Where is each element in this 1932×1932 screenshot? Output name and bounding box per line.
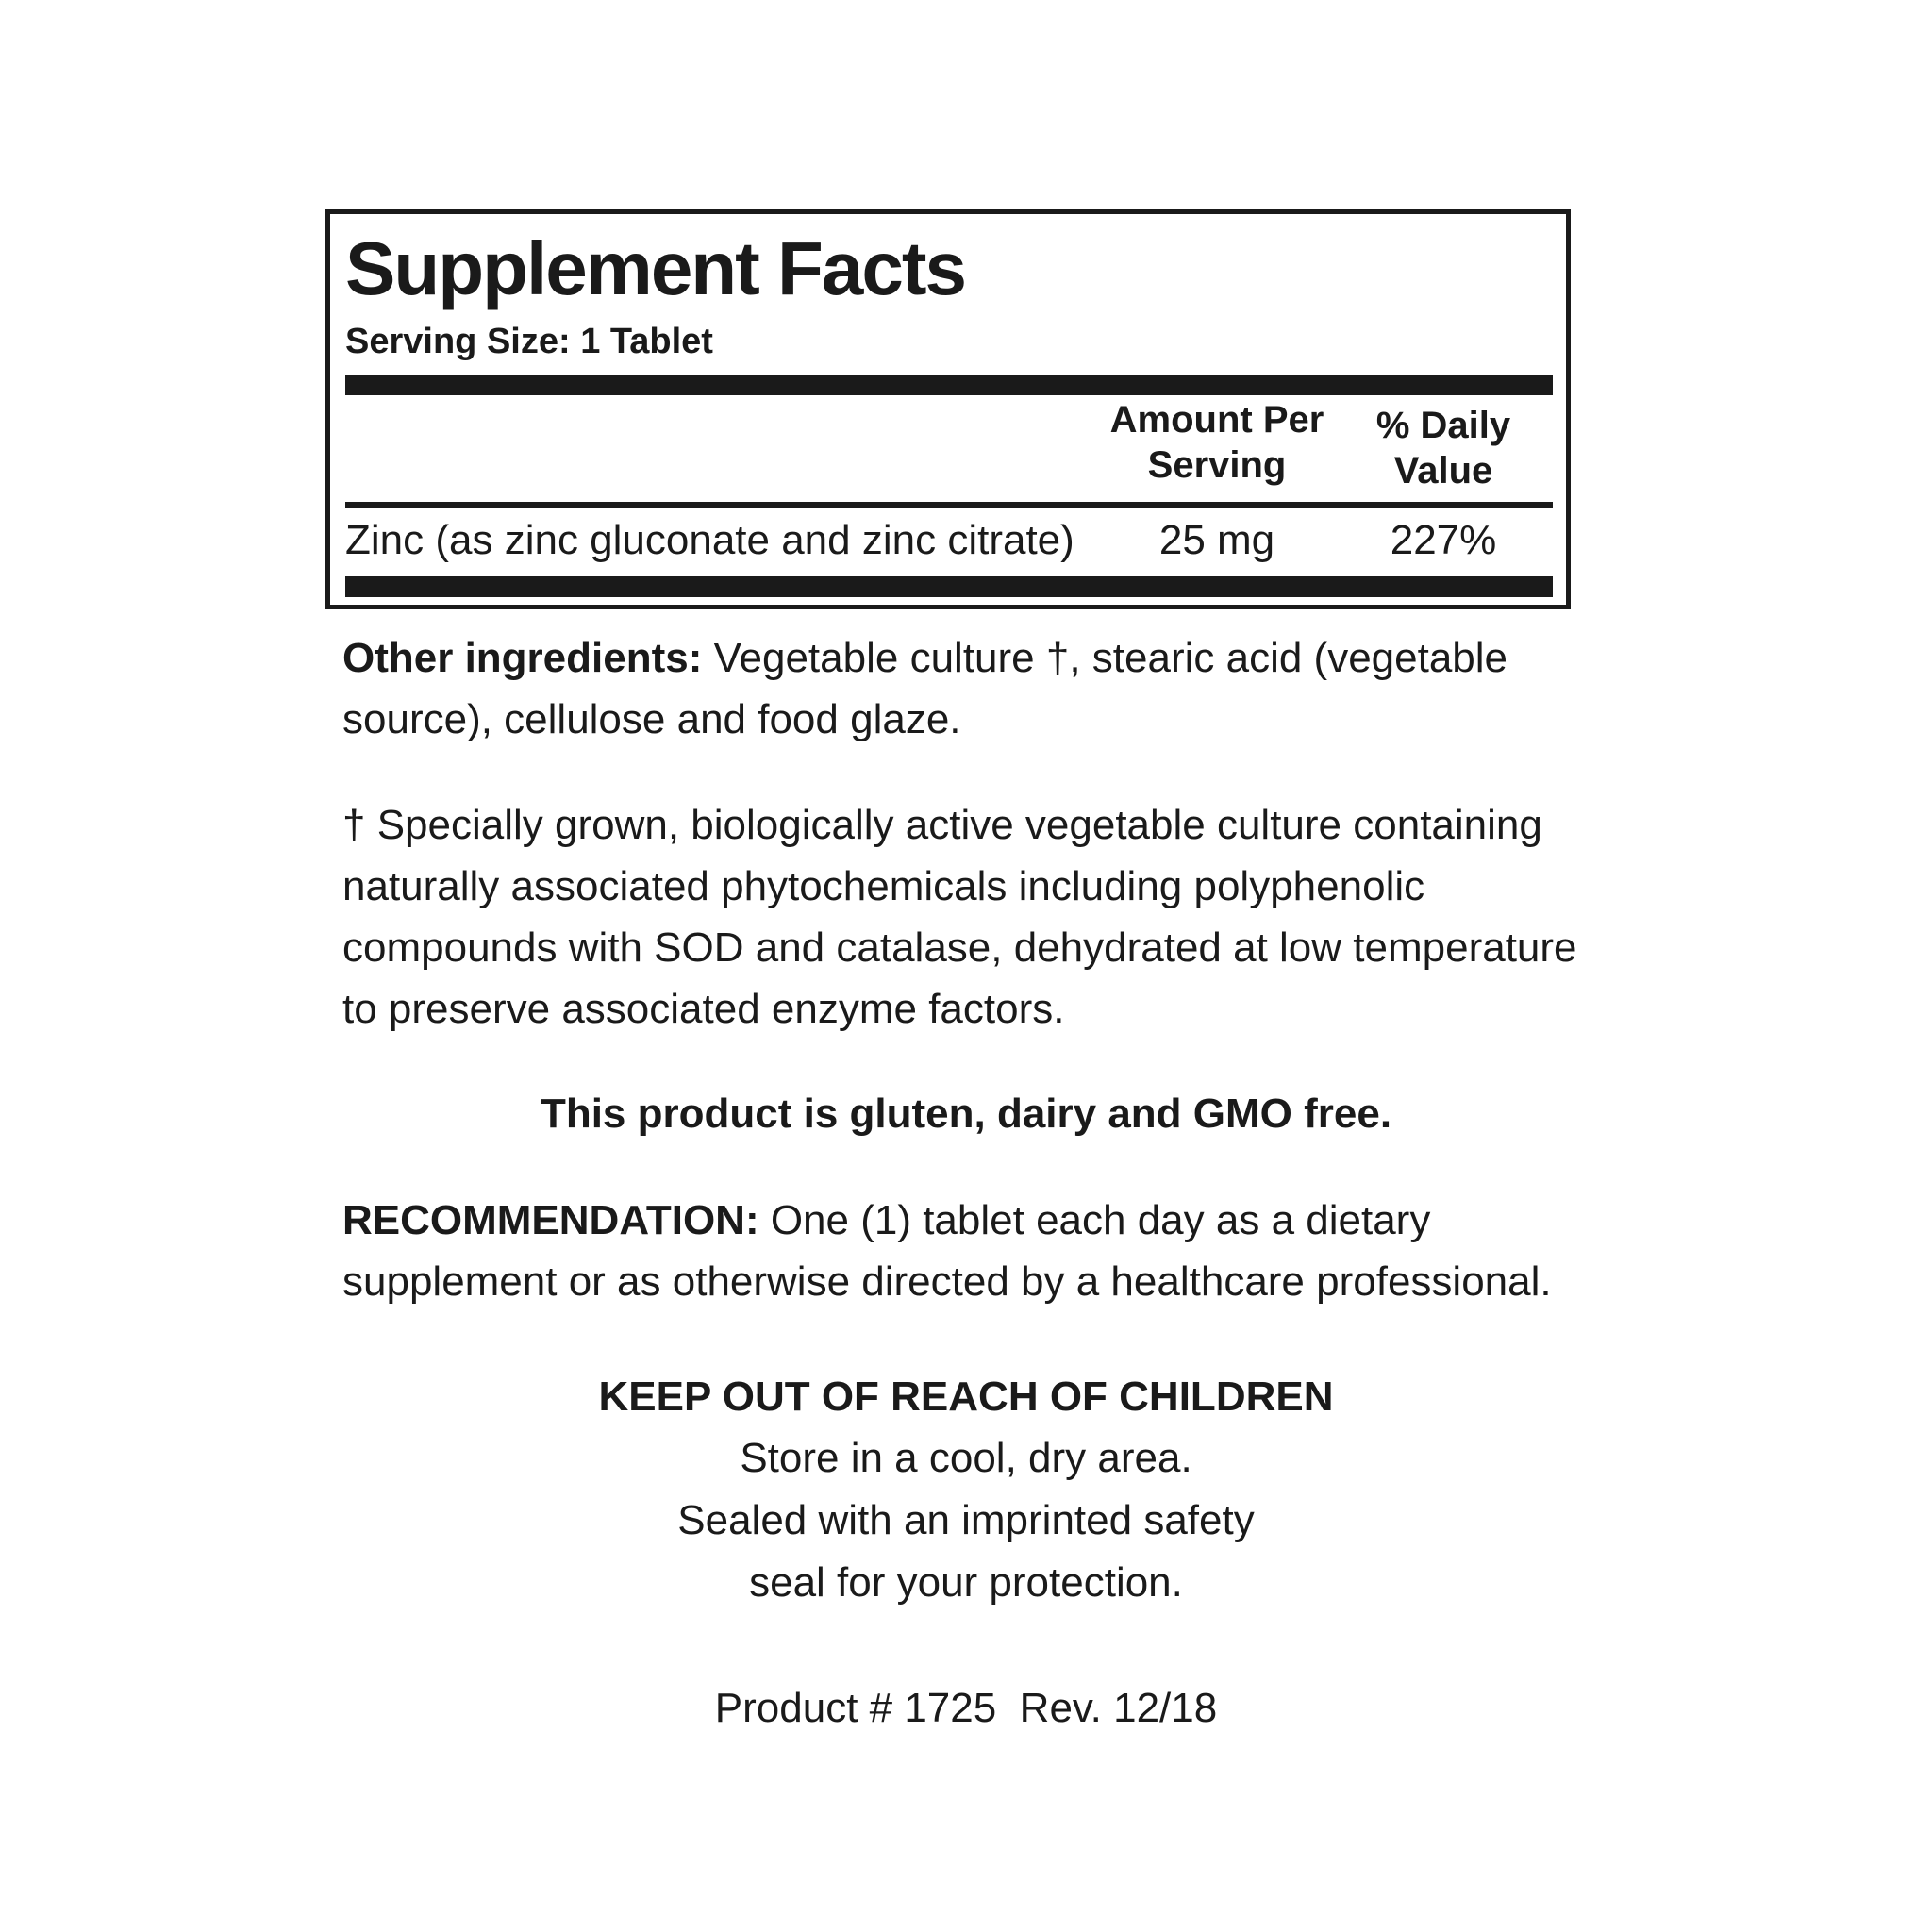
amount-header-line1: Amount Per <box>1109 399 1324 441</box>
recommendation-text: One (1) tablet each day as a dietary supplement or as otherwise directed by a healthcare professional. <box>342 1197 1552 1305</box>
daily-header-line2: Value <box>1393 450 1493 491</box>
other-ingredients <box>342 627 1607 750</box>
free-from-statement: This product is gluten, dairy and GMO free. <box>540 1091 1392 1137</box>
other-ingredients-label: Other ingredients: <box>342 635 703 681</box>
facts-title: Supplement Facts <box>345 226 966 310</box>
top-thick-divider <box>345 375 1553 395</box>
recommendation-label: RECOMMENDATION: <box>342 1197 759 1243</box>
keep-out-warning: KEEP OUT OF REACH OF CHILDREN <box>598 1374 1334 1420</box>
storage-instruction: Store in a cool, dry area. <box>740 1435 1192 1481</box>
supplement-facts-panel <box>325 209 1571 609</box>
recommendation <box>342 1190 1607 1312</box>
seal-notice-line2: seal for your protection. <box>749 1559 1183 1606</box>
daily-value-header <box>1349 403 1538 493</box>
amount-header-line2: Serving <box>1147 444 1287 486</box>
nutrient-daily-value: 227% <box>1390 517 1497 563</box>
serving-size: Serving Size: 1 Tablet <box>345 322 713 361</box>
header-divider <box>345 502 1553 508</box>
nutrient-name: Zinc (as zinc gluconate and zinc citrate) <box>345 517 1074 563</box>
bottom-thick-divider <box>345 576 1553 597</box>
product-number: Product # 1725 Rev. 12/18 <box>714 1685 1218 1731</box>
amount-per-serving-header <box>1104 397 1330 488</box>
vegetable-culture-footnote: † Specially grown, biologically active vegetable culture containing naturally associated phytochemicals including polyphenolic compounds with SOD and catalase, dehydrated at low temperature to preserve associated enzyme factors. <box>342 802 1577 1032</box>
daily-header-line1: % Daily <box>1375 405 1511 446</box>
seal-notice-line1: Sealed with an imprinted safety <box>677 1497 1255 1543</box>
other-ingredients-text: Vegetable culture †, stearic acid (vegetable source), cellulose and food glaze. <box>342 635 1508 742</box>
nutrient-amount: 25 mg <box>1158 517 1275 563</box>
